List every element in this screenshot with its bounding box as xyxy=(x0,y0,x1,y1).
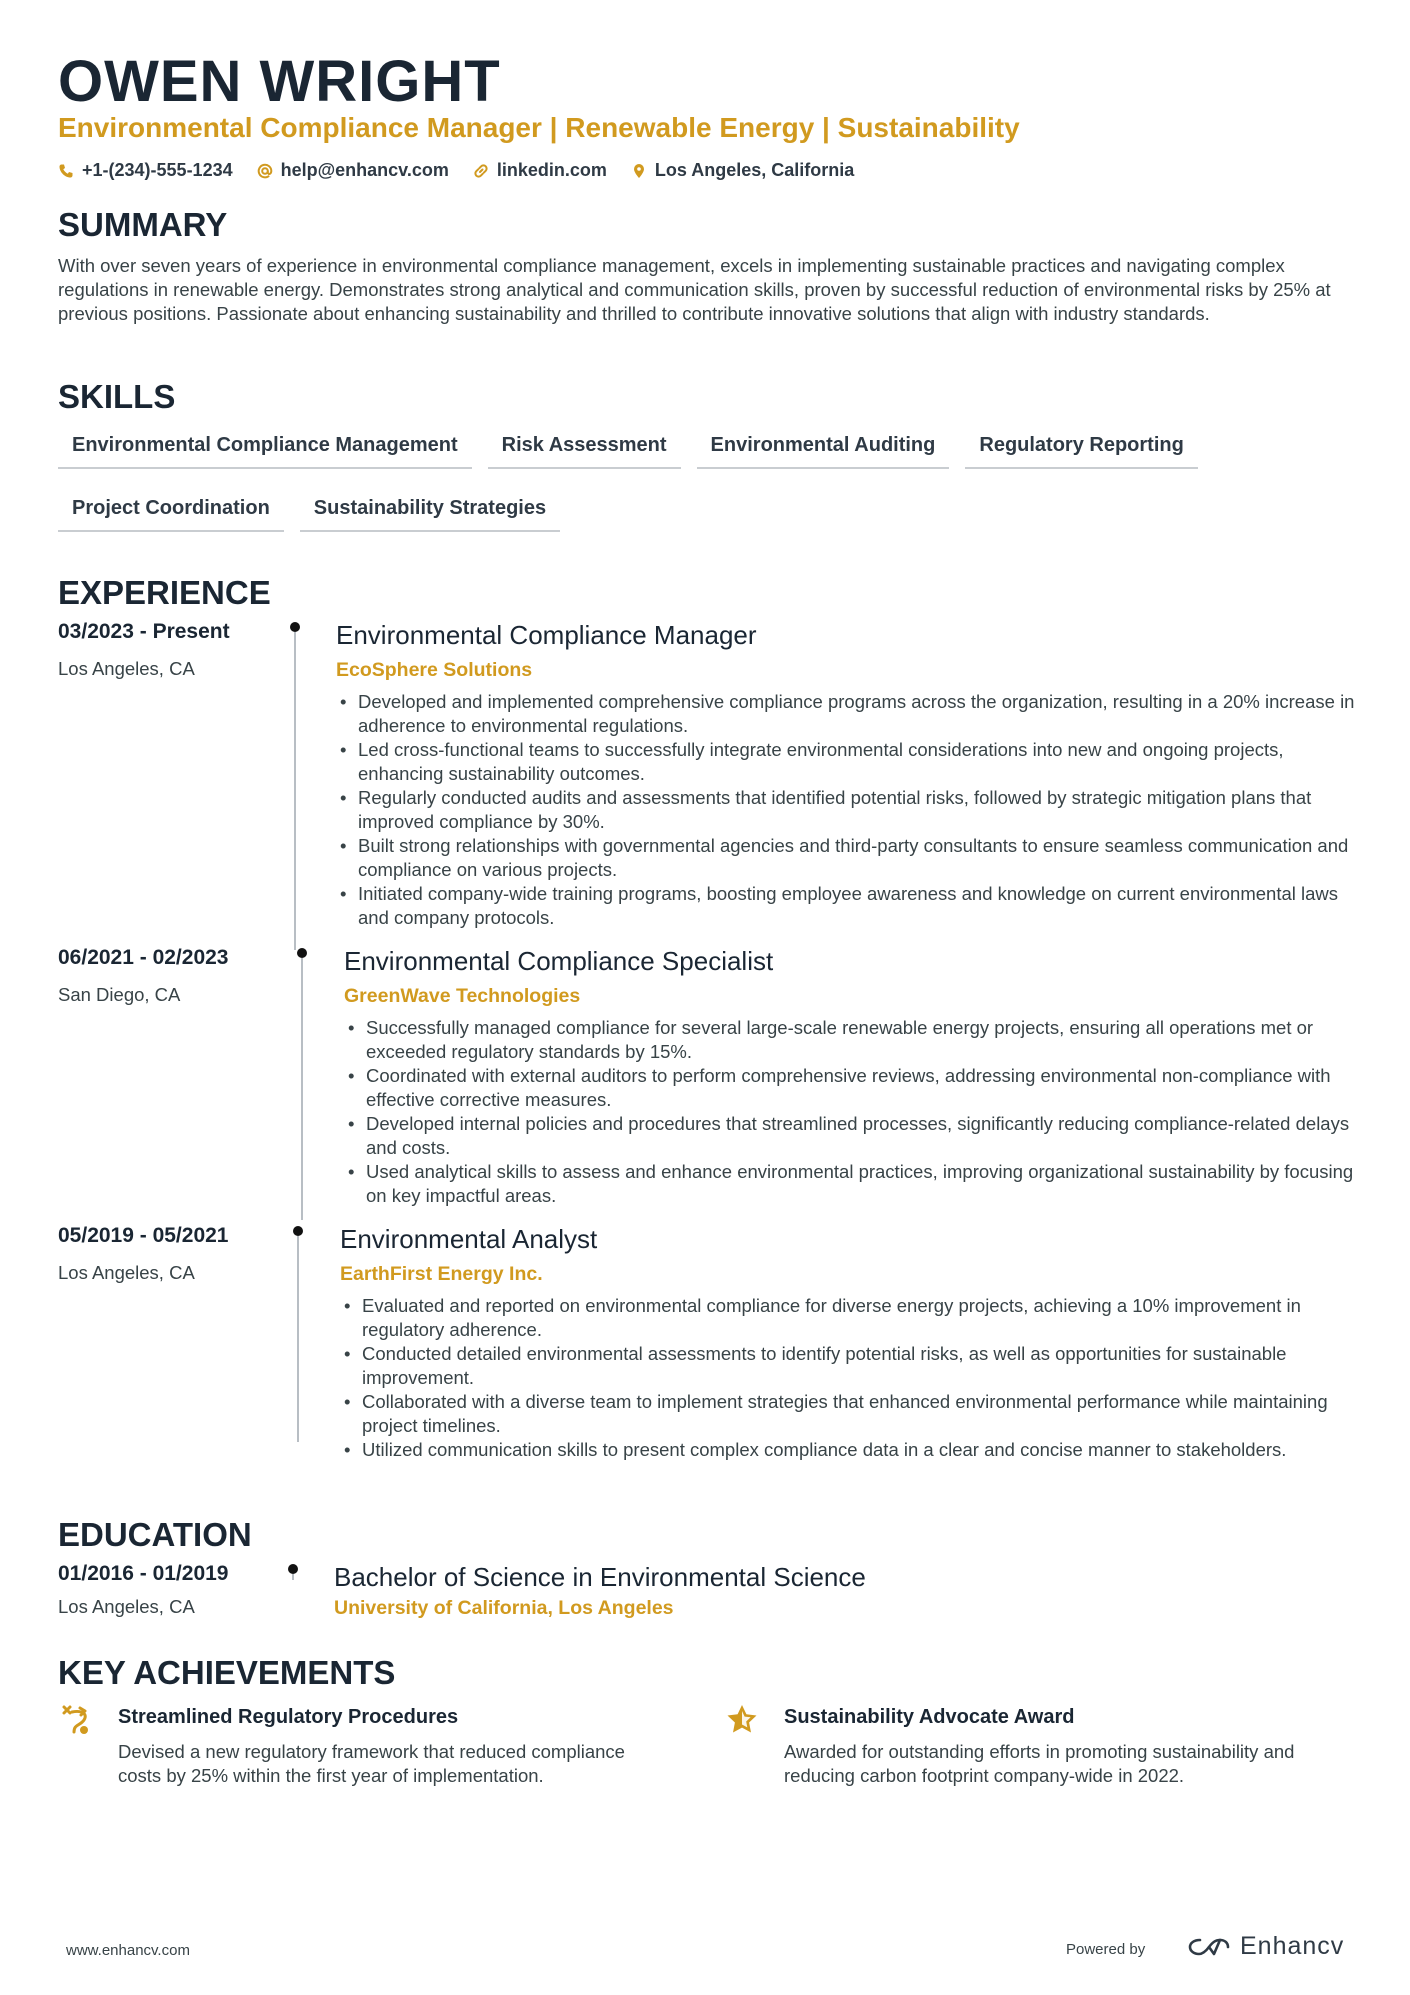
timeline-line xyxy=(301,958,303,1220)
list-item: • Initiated company-wide training programs, boosting employee awareness and knowledge on current environmental laws and company protocols. xyxy=(334,882,1364,930)
timeline-line xyxy=(292,1574,294,1580)
list-item: • Evaluated and reported on environmental compliance for diverse energy projects, achieving a 10% improvement in regulatory adherence. xyxy=(338,1294,1363,1342)
timeline-line xyxy=(297,1236,299,1442)
company-name: EarthFirst Energy Inc. xyxy=(340,1263,543,1285)
timeline-dot xyxy=(297,948,307,958)
summary-text: With over seven years of experience in environmental compliance management, excels in implementing sustainable practices and navigating complex regulations in renewable energy. Demonstrates strong analytical and communication skills, proven by successful reduction of environmental risks by 25% at previous positions. Passionate about enhancing sustainability and thrilled to contribute innovative solutions that align with industry standards. xyxy=(58,255,1331,324)
list-item: • Successfully managed compliance for several large-scale renewable energy projects, ensuring all operations met or exceeded regulatory standards by 15%. xyxy=(342,1016,1362,1064)
timeline-line xyxy=(294,632,296,950)
list-item: • Built strong relationships with governmental agencies and third-party consultants to ensure seamless communication and compliance on various projects. xyxy=(334,834,1364,882)
school-name: University of California, Los Angeles xyxy=(334,1597,674,1619)
timeline-dot xyxy=(293,1226,303,1236)
skill-tag: Environmental Auditing xyxy=(697,428,950,469)
at-icon xyxy=(257,163,273,179)
job-bullets xyxy=(338,1294,1363,1462)
job-location: San Diego, CA xyxy=(58,984,181,1005)
list-item: • Used analytical skills to assess and enhance environmental practices, improving organizational sustainability by focusing on key impactful areas. xyxy=(342,1160,1362,1208)
skill-tag: Environmental Compliance Management xyxy=(58,428,472,469)
skill-tag: Sustainability Strategies xyxy=(300,491,560,532)
degree-title: Bachelor of Science in Environmental Science xyxy=(334,1562,866,1592)
candidate-name: OWEN WRIGHT xyxy=(58,49,501,114)
list-item: • Regularly conducted audits and assessments that identified potential risks, followed by strategic mitigation plans that improved compliance by 30%. xyxy=(334,786,1364,834)
education-dates: 01/2016 - 01/2019 xyxy=(58,1562,229,1585)
brand-name: Enhancv xyxy=(1240,1932,1345,1960)
contact-linkedin[interactable] xyxy=(473,160,607,181)
phone-icon xyxy=(58,163,74,179)
brand-logo[interactable] xyxy=(1186,1932,1344,1961)
link-icon xyxy=(473,163,489,179)
skill-tag: Risk Assessment xyxy=(488,428,681,469)
star-icon xyxy=(724,1702,760,1738)
achievement-description: Devised a new regulatory framework that reduced compliance costs by 25% within the first year of implementation. xyxy=(118,1741,625,1786)
job-title: Environmental Compliance Manager xyxy=(336,620,757,650)
contact-phone-text: +1-(234)-555-1234 xyxy=(82,160,233,180)
list-item: • Developed internal policies and procedures that streamlined processes, significantly reducing compliance-related delays and costs. xyxy=(342,1112,1362,1160)
education-location: Los Angeles, CA xyxy=(58,1596,195,1617)
achievement-title: Streamlined Regulatory Procedures xyxy=(118,1706,459,1728)
path-route-icon xyxy=(58,1702,94,1738)
job-dates: 05/2019 - 05/2021 xyxy=(58,1224,229,1247)
list-item: • Coordinated with external auditors to perform comprehensive reviews, addressing environmental non-compliance with effective corrective measures. xyxy=(342,1064,1362,1112)
job-dates: 03/2023 - Present xyxy=(58,620,230,643)
achievement-title: Sustainability Advocate Award xyxy=(784,1706,1075,1728)
skills-list xyxy=(58,428,1358,532)
footer-url[interactable]: www.enhancv.com xyxy=(66,1942,190,1959)
contact-bar xyxy=(58,160,854,181)
list-item: • Led cross-functional teams to successfully integrate environmental considerations into new and ongoing projects, enhancing sustainability outcomes. xyxy=(334,738,1364,786)
contact-linkedin-text: linkedin.com xyxy=(496,160,607,180)
list-item: • Developed and implemented comprehensive compliance programs across the organization, resulting in a 20% increase in adherence to environmental regulations. xyxy=(334,690,1364,738)
timeline-dot xyxy=(288,1564,298,1574)
contact-phone[interactable] xyxy=(58,160,233,181)
enhancv-logo-icon xyxy=(1186,1935,1232,1959)
company-name: EcoSphere Solutions xyxy=(336,659,533,681)
job-title: Environmental Analyst xyxy=(340,1224,598,1254)
education-heading: EDUCATION xyxy=(58,1516,252,1553)
job-location: Los Angeles, CA xyxy=(58,658,195,679)
skills-heading: SKILLS xyxy=(58,378,176,415)
company-name: GreenWave Technologies xyxy=(344,985,581,1007)
contact-location xyxy=(631,160,854,181)
job-bullets xyxy=(342,1016,1362,1208)
job-title: Environmental Compliance Specialist xyxy=(344,946,774,976)
summary-heading: SUMMARY xyxy=(58,206,228,243)
job-location: Los Angeles, CA xyxy=(58,1262,195,1283)
skill-tag: Regulatory Reporting xyxy=(965,428,1197,469)
list-item: • Conducted detailed environmental assessments to identify potential risks, as well as opportunities for sustainable improvement. xyxy=(338,1342,1363,1390)
contact-location-text: Los Angeles, California xyxy=(654,160,855,180)
list-item: • Utilized communication skills to present complex compliance data in a clear and concise manner to stakeholders. xyxy=(338,1438,1363,1462)
achievement-description: Awarded for outstanding efforts in promoting sustainability and reducing carbon footprint company-wide in 2022. xyxy=(784,1741,1295,1786)
contact-email-text: help@enhancv.com xyxy=(280,160,449,180)
experience-heading: EXPERIENCE xyxy=(58,574,271,611)
timeline-dot xyxy=(290,622,300,632)
powered-by-label: Powered by xyxy=(1066,1941,1146,1958)
contact-email[interactable] xyxy=(257,160,449,181)
skill-tag: Project Coordination xyxy=(58,491,284,532)
job-bullets xyxy=(334,690,1364,930)
achievements-heading: KEY ACHIEVEMENTS xyxy=(58,1654,396,1691)
list-item: • Collaborated with a diverse team to implement strategies that enhanced environmental performance while maintaining project timelines. xyxy=(338,1390,1363,1438)
map-pin-icon xyxy=(631,163,647,179)
headline: Environmental Compliance Manager | Renewable Energy | Sustainability xyxy=(58,112,1020,143)
job-dates: 06/2021 - 02/2023 xyxy=(58,946,229,969)
